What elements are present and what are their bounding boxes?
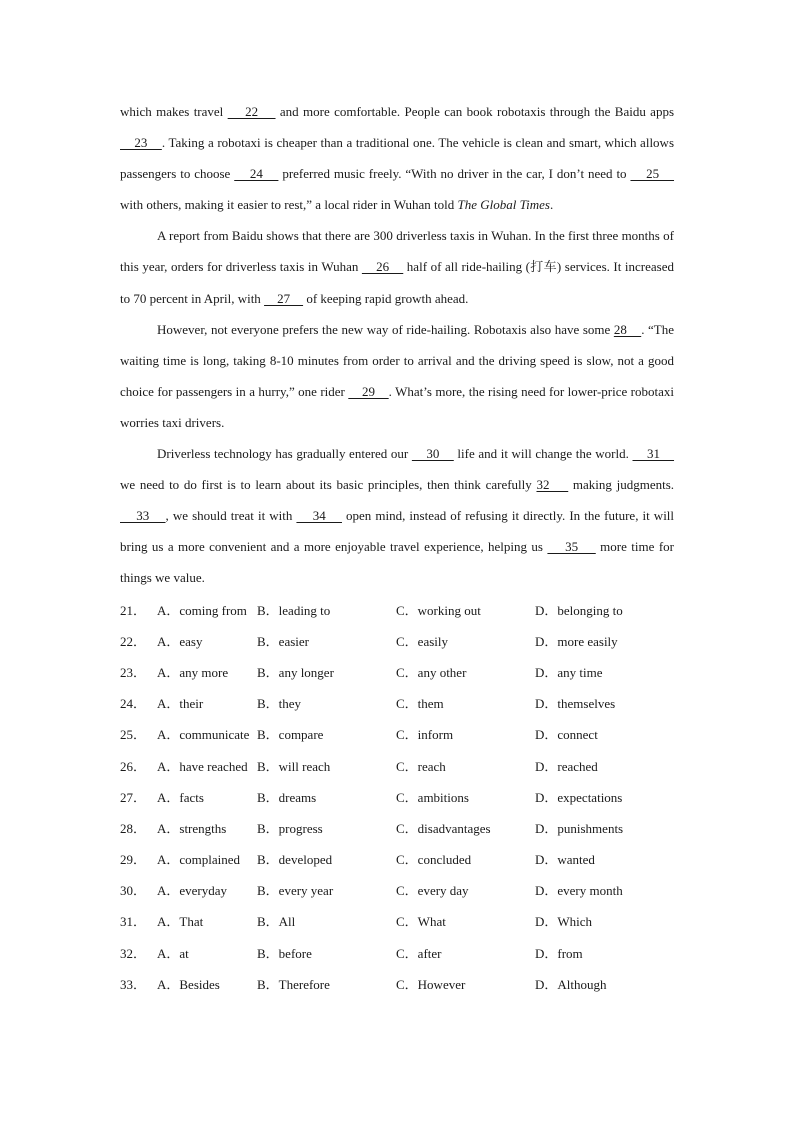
option-a: A．their: [157, 696, 204, 712]
question-number: 32．: [120, 945, 147, 961]
passage-text: . Taking a robotaxi is cheaper than a traditional one. The vehicle is clean and smart, which allows passengers to choose: [120, 135, 674, 182]
option-b: B．progress: [257, 820, 323, 836]
option-c: C．easily: [396, 633, 448, 649]
answer-options: [120, 594, 674, 999]
option-c: C．inform: [396, 727, 454, 743]
cloze-blank: 31: [632, 446, 675, 462]
question-options-row: [120, 749, 674, 780]
question-number: 26．: [120, 758, 147, 774]
cloze-passage: [120, 96, 674, 594]
question-options-row: [120, 937, 674, 968]
question-number: 33．: [120, 976, 147, 992]
question-options-row: [120, 905, 674, 936]
option-b: B．easier: [257, 633, 309, 649]
option-d: D．wanted: [535, 852, 595, 868]
cloze-blank: 34: [296, 508, 342, 524]
cloze-blank: 30: [411, 446, 454, 462]
cloze-blank: 27: [264, 290, 304, 306]
option-c: C．concluded: [396, 852, 472, 868]
cloze-blank: 24: [234, 166, 279, 182]
question-options-row: [120, 968, 674, 999]
option-a: A．everyday: [157, 883, 228, 899]
passage-text: A report from Baidu shows that there are 300 driverless taxis in Wuhan. In the first three months of this year, orders for driverless taxis in Wuhan: [120, 228, 674, 275]
passage-text: Driverless technology has gradually entered our: [157, 446, 412, 462]
passage-text: . What’s more, the rising need for lower-price robotaxi worries taxi drivers.: [120, 383, 674, 430]
option-d: D．from: [535, 945, 583, 961]
question-options-row: [120, 625, 674, 656]
option-c: C．ambitions: [396, 789, 469, 805]
cloze-blank: 25: [630, 166, 675, 182]
passage-text: of keeping rapid growth ahead.: [303, 290, 469, 306]
option-d: D．connect: [535, 727, 598, 743]
passage-text: preferred music freely. “With no driver in the car, I don’t need to: [278, 166, 631, 182]
question-number: 31．: [120, 914, 147, 930]
question-options-row: [120, 718, 674, 749]
option-a: A．complained: [157, 852, 241, 868]
option-a: A．facts: [157, 789, 204, 805]
passage-paragraph: [120, 96, 674, 220]
cloze-blank: 28: [613, 321, 642, 337]
passage-text: more time for things we value.: [120, 539, 674, 586]
option-c: C．them: [396, 696, 444, 712]
question-number: 25．: [120, 727, 147, 743]
exam-page: [120, 96, 674, 999]
option-a: A．strengths: [157, 820, 227, 836]
option-c: C．disadvantages: [396, 820, 491, 836]
option-a: A．have reached: [157, 758, 248, 774]
option-b: B．will reach: [257, 758, 331, 774]
cloze-blank: 35: [547, 539, 596, 555]
option-b: B．any longer: [257, 664, 334, 680]
option-d: D．every month: [535, 883, 623, 899]
question-options-row: [120, 874, 674, 905]
cloze-blank: 29: [348, 383, 389, 399]
question-options-row: [120, 812, 674, 843]
option-d: D．any time: [535, 664, 603, 680]
passage-paragraph: [120, 220, 674, 313]
option-b: B．every year: [257, 883, 334, 899]
option-b: B．compare: [257, 727, 324, 743]
option-d: D．Which: [535, 914, 593, 930]
question-number: 23．: [120, 664, 147, 680]
option-c: C．reach: [396, 758, 446, 774]
option-c: C．However: [396, 976, 466, 992]
option-c: C．working out: [396, 602, 481, 618]
question-number: 21．: [120, 602, 147, 618]
passage-text: . “The waiting time is long, taking 8-10 minutes from order to arrival and the driving speed is slow, not a good choice for passengers in a hurry,” one rider: [120, 321, 675, 399]
cloze-blank: 32: [536, 477, 569, 493]
publication-title: The Global Times: [457, 197, 550, 213]
question-options-row: [120, 656, 674, 687]
option-b: B．Therefore: [257, 976, 330, 992]
question-number: 29．: [120, 852, 147, 868]
option-b: B．developed: [257, 852, 333, 868]
question-number: 24．: [120, 696, 147, 712]
option-b: B．leading to: [257, 602, 331, 618]
passage-text: making judgments.: [568, 477, 675, 493]
option-a: A．any more: [157, 664, 229, 680]
option-d: D．belonging to: [535, 602, 623, 618]
passage-paragraph: [120, 314, 674, 438]
option-d: D．expectations: [535, 789, 623, 805]
passage-text: half of all ride-hailing (打车) services. It increased to 70 percent in April, with: [120, 259, 674, 306]
passage-text: we need to do first is to learn about its basic principles, then think carefully: [120, 477, 537, 493]
question-options-row: [120, 781, 674, 812]
passage-text: However, not everyone prefers the new way of ride-hailing. Robotaxis also have some: [157, 321, 614, 337]
option-c: C．every day: [396, 883, 469, 899]
passage-text: open mind, instead of refusing it directly. In the future, it will bring us a more convenient and a more enjoyable travel experience, helping us: [120, 508, 675, 555]
option-b: B．before: [257, 945, 312, 961]
question-number: 22．: [120, 633, 147, 649]
question-options-row: [120, 687, 674, 718]
option-c: C．after: [396, 945, 442, 961]
option-d: D．punishments: [535, 820, 624, 836]
passage-text: with others, making it easier to rest,” a local rider in Wuhan told: [120, 197, 458, 213]
passage-text: which makes travel: [120, 104, 228, 119]
question-options-row: [120, 594, 674, 625]
option-a: A．easy: [157, 633, 203, 649]
option-a: A．coming from: [157, 602, 247, 618]
cloze-blank: 26: [361, 259, 404, 275]
question-options-row: [120, 843, 674, 874]
question-number: 30．: [120, 883, 147, 899]
question-number: 27．: [120, 789, 147, 805]
cloze-blank: 22: [227, 104, 276, 119]
cloze-blank: 23: [120, 135, 162, 151]
option-c: C．What: [396, 914, 446, 930]
option-d: D．more easily: [535, 633, 618, 649]
option-c: C．any other: [396, 664, 467, 680]
passage-text: .: [549, 197, 554, 213]
question-number: 28．: [120, 820, 147, 836]
passage-text: and more comfortable. People can book robotaxis through the Baidu apps: [275, 104, 675, 119]
option-a: A．Besides: [157, 976, 220, 992]
passage-text: , we should treat it with: [165, 508, 297, 524]
passage-text: life and it will change the world.: [453, 446, 633, 462]
option-d: D．reached: [535, 758, 598, 774]
option-a: A．communicate: [157, 727, 250, 743]
option-a: A．That: [157, 914, 204, 930]
option-d: D．Although: [535, 976, 607, 992]
option-d: D．themselves: [535, 696, 616, 712]
option-b: B．they: [257, 696, 302, 712]
passage-paragraph: [120, 438, 674, 593]
option-b: B．All: [257, 914, 296, 930]
cloze-blank: 33: [120, 508, 166, 524]
option-a: A．at: [157, 945, 189, 961]
option-b: B．dreams: [257, 789, 317, 805]
